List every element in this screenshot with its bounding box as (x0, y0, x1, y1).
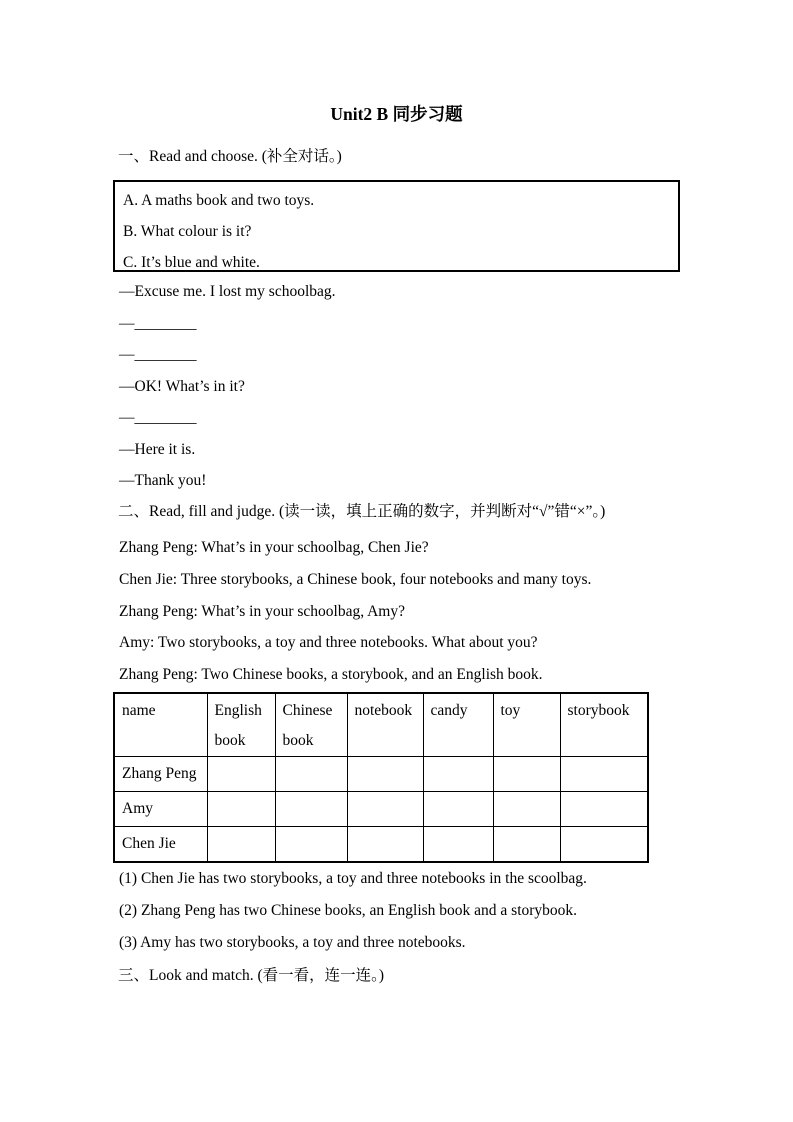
table-empty-cell (347, 827, 423, 862)
section-1-dialogue (119, 276, 336, 497)
table-header-notebook: notebook (347, 693, 423, 757)
table-name-cell: Amy (114, 792, 207, 827)
table-header-chinese-book: Chinese book (275, 693, 347, 757)
table-header-toy: toy (493, 693, 560, 757)
section-3-heading: 三、Look and match. (看一看，连一连。) (118, 967, 385, 984)
table-empty-cell (493, 827, 560, 862)
section-2-conversation (119, 532, 591, 691)
option-c: C. It’s blue and white. (123, 254, 260, 271)
table-header-row (114, 693, 648, 757)
dialogue-blank-line: —________ (119, 409, 197, 426)
table-row (114, 792, 648, 827)
conversation-line: Amy: Two storybooks, a toy and three notebooks. What about you? (119, 634, 538, 652)
statement-1: (1) Chen Jie has two storybooks, a toy and three notebooks in the scoolbag. (119, 870, 587, 887)
answer-options-box (113, 180, 680, 272)
dialogue-line: —OK! What’s in it? (119, 377, 245, 395)
table-empty-cell (275, 757, 347, 792)
table-empty-cell (560, 827, 648, 862)
table-name-cell: Zhang Peng (114, 757, 207, 792)
dialogue-blank-line: —________ (119, 346, 197, 363)
option-b: B. What colour is it? (123, 223, 252, 240)
table-header-storybook: storybook (560, 693, 648, 757)
table-empty-cell (493, 792, 560, 827)
table-empty-cell (207, 827, 275, 862)
table-empty-cell (275, 827, 347, 862)
table-empty-cell (560, 792, 648, 827)
table-empty-cell (347, 792, 423, 827)
judge-statements (119, 863, 587, 958)
dialogue-line: —Thank you! (119, 472, 207, 489)
table-row (114, 827, 648, 862)
option-a: A. A maths book and two toys. (123, 192, 315, 209)
table-empty-cell (423, 792, 493, 827)
conversation-line: Zhang Peng: Two Chinese books, a storybook, and an English book. (119, 666, 543, 684)
statement-2: (2) Zhang Peng has two Chinese books, an English book and a storybook. (119, 901, 578, 919)
section-2-heading: 二、Read, fill and judge. (读一读，填上正确的数字，并判断对“√”错“×”。) (118, 503, 606, 520)
table-empty-cell (423, 757, 493, 792)
table-empty-cell (207, 757, 275, 792)
fill-and-judge-table (113, 692, 649, 863)
table-empty-cell (275, 792, 347, 827)
page-title: Unit2 B 同步习题 (330, 104, 463, 124)
table-row (114, 757, 648, 792)
dialogue-line: —Here it is. (119, 440, 196, 458)
table-empty-cell (347, 757, 423, 792)
dialogue-blank-line: —________ (119, 314, 197, 332)
table-name-cell: Chen Jie (114, 827, 207, 862)
dialogue-line: —Excuse me. I lost my schoolbag. (119, 283, 336, 300)
table-empty-cell (493, 757, 560, 792)
table-header-candy: candy (423, 693, 493, 757)
table-empty-cell (423, 827, 493, 862)
conversation-line: Zhang Peng: What’s in your schoolbag, Amy? (119, 602, 405, 620)
table-empty-cell (560, 757, 648, 792)
table-empty-cell (207, 792, 275, 827)
section-1-heading: 一、Read and choose. (补全对话。) (118, 148, 342, 165)
table-header-name: name (114, 693, 207, 757)
conversation-line: Chen Jie: Three storybooks, a Chinese book, four notebooks and many toys. (119, 570, 592, 588)
table-header-english-book: English book (207, 693, 275, 757)
conversation-line: Zhang Peng: What’s in your schoolbag, Chen Jie? (119, 539, 429, 556)
statement-3: (3) Amy has two storybooks, a toy and three notebooks. (119, 933, 466, 951)
